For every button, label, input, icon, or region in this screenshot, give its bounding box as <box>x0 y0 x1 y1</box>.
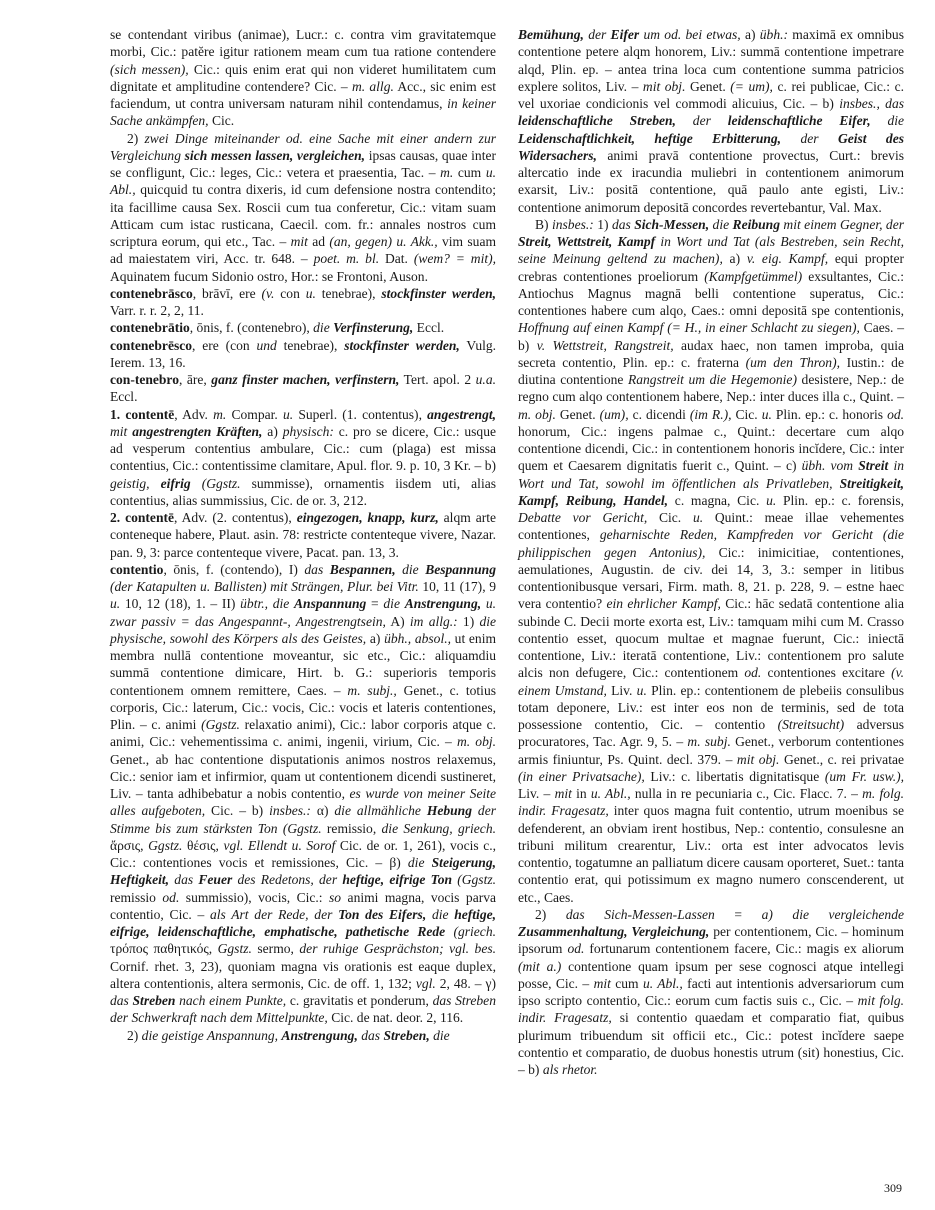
left-column <box>110 26 496 1044</box>
left-column-paragraph: contenebrēsco, ere (con und tenebrae), stockfinster werden, Vulg. Ierem. 13, 16. <box>110 337 497 370</box>
right-column <box>518 26 904 1078</box>
page-number: 309 <box>884 1181 902 1195</box>
left-column-paragraph: 1. contentē, Adv. m. Compar. u. Superl. (1. contentus), angestrengt, mit angestrengten Kräften, a) physisch: c. pro se dicere, Cic.: usque ad vesperum contentius ambulare, Cic.: cum (plaga) est missa contentius, Cic.: contentissime clamitare, Apul. flor. 9. p. 10, 3 Kr. – b) geistig, eifrig (Ggstz. summisse), ornamentis iisdem uti, alias contentius, alias summissius, Cic. de or. 3, 212. <box>110 406 497 508</box>
right-column-paragraph: 2) das Sich-Messen-Lassen = a) die vergleichende Zusammenhaltung, Vergleichung, per contentionem, Cic. – hominum ipsorum od. fortunarum contentionem facere, Cic.: magis ex aliorum (mit a.) contentione quam ipsum per sese cognosci atque intellegi posse, Cic. – mit cum u. Abl., facti aut intentionis adversariorum cum ipso scripto contentio, Cic.: eorum cum factis suis c., Cic. – mit folg. indir. Fragesatz, si contentio quaedam et comparatio fiat, quibus plurimum tribuendum sit officii etc., Cic.: potest incĭdere saepe contentio et comparatio, de duobus honestis utrum (sit) honestius, Cic. – b) als rhetor. <box>518 906 905 1077</box>
left-column-paragraph: 2) die geistige Anspannung, Anstrengung, das Streben, die <box>127 1027 450 1043</box>
left-column-paragraph: 2) zwei Dinge miteinander od. eine Sache mit einer andern zur Vergleichung sich messen lassen, vergleichen, ipsas causas, quae inter se confligunt, Cic.: leges, Cic.: vetera et praesentia, Tac. – m. cum u. Abl., quicquid tu contra dixeris, id cum defensione nostra contendito; ita facillime causa Sex. Roscii cum tua conferetur, Cic.: vitam suam Atticam cum istac rusticana, Caecil. com. fr.: annales nostros cum scriptura eorum, qui etc., Tac. – mit ad (an, gegen) u. Akk., vim suam ad maiestatem viri, Acc. tr. 648. – poet. m. bl. Dat. (wem? = mit), Aquinatem fucum Sidonio ostro, Hor.: se Frontoni, Auson. <box>110 130 497 284</box>
left-column-paragraph: con-tenebro, āre, ganz finster machen, verfinstern, Tert. apol. 2 u.a. Eccl. <box>110 372 496 405</box>
left-column-paragraph: se contendant viribus (animae), Lucr.: c. contra vim gravitatemque morbi, Cic.: patĕre igitur rationem meam cum tua ratione contendere (sich messen), Cic.: quis enim erat qui non videret humilitatem cum dignitate et amplitudine contendere? Cic. – m. allg. Acc., sic enim est faciendum, ut contra universam naturam nihil contendamus, in keiner Sache ankämpfen, Cic. <box>110 27 496 129</box>
left-column-paragraph: 2. contentē, Adv. (2. contentus), eingezogen, knapp, kurz, alqm arte conteneque habere, Plaut. asin. 78: restricte contenteque vivere, Nazar. pan. 9, 3: parce contenteque vivere, Pacat. pan. 13, 3. <box>110 510 496 560</box>
left-column-paragraph: contenebrāsco, brāvī, ere (v. con u. tenebrae), stockfinster werden, Varr. r. r. 2, 2, 11. <box>110 285 497 318</box>
left-column-paragraph: contentio, ōnis, f. (contendo), I) das Bespannen, die Bespannung (der Katapulten u. Ballisten) mit Strängen, Plur. bei Vitr. 10, 11 (17), 9 u. 10, 12 (18), 1. – II) übtr., die Anspannung = die Anstrengung, u. zwar passiv = das Angespannt-, Angestrengtsein, A) im allg.: 1) die physische, sowohl des Körpers als des Geistes, a) übh., absol., ut enim membra nullā contentione moveantur, sic etc., Cic.: aliquamdiu summā contentione dimicare, Hirt. b. G.: superioris temporis contentionem omnem remittere, Caes. – m. subj., Genet., c. totius corporis, Cic.: laterum, Cic.: vocis, Cic.: vocis et lateris contentiones, Plin. – c. animi (Ggstz. relaxatio animi), Cic.: labor corporis atque c. animi, Cic.: vehementissima c. animi, ingenii, virium, Cic. – m. obj. Genet., ab hac contentione disputationis animos nostros relaxemus, Cic.: senior iam et infirmior, quam ut contentionem dicendi sustineret, Liv. – tanta adhibebatur a nobis contentio, es wurde von meiner Seite alles aufgeboten, Cic. – b) insbes.: α) die allmähliche Hebung der Stimme bis zum stärksten Ton (Ggstz. remissio, die Senkung, griech. ἄρσις, Ggstz. θέσις, vgl. Ellendt u. Sorof Cic. de or. 1, 261), vocis c., Cic.: contentiones vocis et remissiones, Cic. – β) die Steigerung, Heftigkeit, das Feuer des Redetons, der heftige, eifrige Ton (Ggstz. remissio od. summissio), vocis, Cic.: so animi magna, vocis parva contentio, Cic. – als Art der Rede, der Ton des Eifers, die heftige, eifrige, leidenschaftliche, emphatische, pathetische Rede (griech. τρόπος παθητικός, Ggstz. sermo, der ruhige Gesprächston; vgl. bes. Cornif. rhet. 3, 23), quoniam magna vis orationis est eaque duplex, altera contentionis, altera sermonis, Cic. de off. 1, 132; vgl. 2, 48. – γ) das Streben nach einem Punkte, c. gravitatis et ponderum, das Streben der Schwerkraft nach dem Mittelpunkte, Cic. de nat. deor. 2, 116. <box>110 561 497 1026</box>
right-column-paragraph: B) insbes.: 1) das Sich-Messen, die Reibung mit einem Gegner, der Streit, Wettstreit, Kampf in Wort und Tat (als Bestreben, sein Recht, seine Meinung geltend zu machen), a) v. eig. Kampf, equi propter crebras contentiones proeliorum (Kampfgetümmel) exsultantes, Cic.: Antiochus Magnus magnā belli contentione superatus, Cic.: contentiones habere cum alqo, Caes.: omni depositā spe contentionis, Hoffnung auf einen Kampf (= H., in einer Schlacht zu siegen), Caes. – b) v. Wettstreit, Rangstreit, audax haec, non tamen improba, quia secreta contentio, Plin. ep.: c. fraterna (um den Thron), Iustin.: de diutina contentione Rangstreit um die Hegemonie) desistere, Nep.: de regno cum alqo contentionem habere, Nep.: inter duces illa c., Quint. – m. obj. Genet. (um), c. dicendi (im R.), Cic. u. Plin. ep.: c. honoris od. honorum, Cic.: ingens palmae c., Quint.: decertare cum alqo contentione dicendi, Cic.: in contentionem honoris incĭdere, Cic.: inter quem et Caesarem dignitatis fuerit c., Quint. – c) übh. vom Streit in Wort und Tat, sowohl im öffentlichen als Privatleben, Streitigkeit, Kampf, Reibung, Handel, c. magna, Cic. u. Plin. ep.: c. forensis, Debatte vor Gericht, Cic. u. Quint.: meae illae vehementes contentiones, geharnischte Reden, Kampfreden vor Gericht (die philippischen gegen Antonius), Cic.: inimicitiae, contentiones, aemulationes, Augustin. de civ. dei 14, 3, 3.: semper in litibus contentionibusque versari, Firm. math. 8, 21. p. 228, 9. – estne haec vera contentio? ein ehrlicher Kampf, Cic.: hāc sedatā contentione alia subinde C. Decii morte exorta est, Liv.: tamquam mihi cum M. Crasso contentio esset, quocum multae et magnae fuerunt, Cic.: iniectā contentione, Liv.: iteratā contentione, Liv.: contentionem pro salute alcis non defugere, Cic.: contentionem od. contentiones excitare (v. einem Umstand, Liv. u. Plin. ep.: contentionem de plebeiis consulibus totam deponere, Liv.: est inter eos non de terminis, sed de tota possessione contentio, Cic. – contentio (Streitsucht) adversus procuratores, Tac. Agr. 9, 5. – m. subj. Genet., verborum contentiones armis finiuntur, Ps. Quint. decl. 379. – mit obj. Genet., c. rei privatae (in einer Privatsache), Liv.: c. libertatis dignitatisque (um Fr. usw.), Liv. – mit in u. Abl., nulla in re pecuniaria c., Cic. Flacc. 7. – m. folg. indir. Fragesatz, inter quos magna fuit contentio, utrum moenibus se defenderent, an obviam irent hostibus, Nep.: contentio, consulesne an tribuni militum crearentur, Liv.: orta est inter advocatos levis contentio, togatumne an palliatum dicere causam oporteret, Suet.: tanta contentio erat, qui potissimum ex magno numero conscenderent, ut etc., Caes. <box>518 216 905 905</box>
left-column-paragraph: contenebrātio, ōnis, f. (contenebro), die Verfinsterung, Eccl. <box>110 320 445 336</box>
right-column-paragraph: Bemühung, der Eifer um od. bei etwas, a) übh.: maximā ex omnibus contentione petere alqm honorem, Liv.: summā contentione impetrare alqd, Plin. ep. – antea trina loca cum contentione summa patricios explere solitos, Liv. – mit obj. Genet. (= um), c. rei publicae, Cic.: c. vel uxoriae condicionis vel commodi alicuius, Cic. – b) insbes., das leidenschaftliche Streben, der leidenschaftliche Eifer, die Leidenschaftlichkeit, heftige Erbitterung, der Geist des Widersachers, animi pravā contentione provectus, Curt.: brevis altercatio inde ex iracundia muliebri in contentionem animorum exarsit, Liv.: positā contentione, quā paulo ante egisti, Liv.: contentione animorum depositā concordes revertebantur, Val. Max. <box>518 27 905 215</box>
